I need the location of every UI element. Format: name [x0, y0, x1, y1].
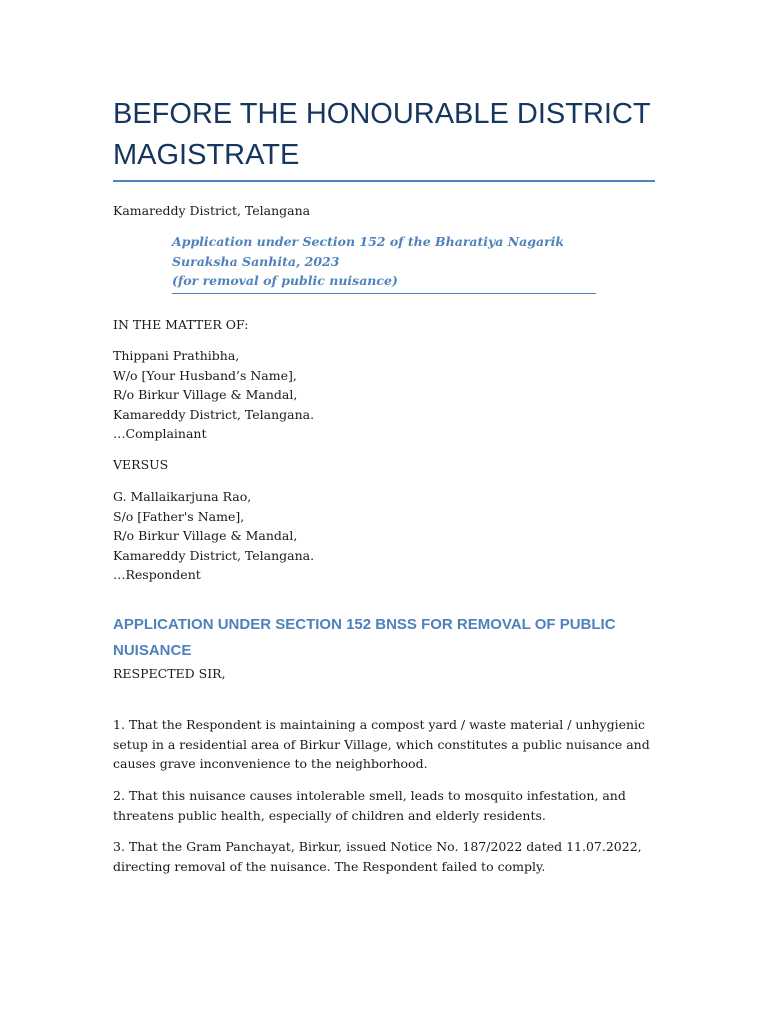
document-title: BEFORE THE HONOURABLE DISTRICT MAGISTRATE [113, 98, 651, 171]
paragraph-2: 2. That this nuisance causes intolerable smell, leads to mosquito infestation, and threatens public health, especially of children and elderly residents. [113, 788, 626, 823]
title-underline [113, 180, 655, 182]
respondent-block: G. Mallaikarjuna Rao, S/o [Father's Name], R/o Birkur Village & Mandal, Kamareddy District, Telangana. …Respondent [113, 489, 315, 582]
application-note-underline [172, 293, 596, 294]
paragraph-3: 3. That the Gram Panchayat, Birkur, issued Notice No. 187/2022 dated 11.07.2022, directing removal of the nuisance. The Respondent failed to comply. [113, 839, 642, 874]
location-line: Kamareddy District, Telangana [113, 203, 311, 218]
application-note: Application under Section 152 of the Bharatiya Nagarik Suraksha Sanhita, 2023 (for removal of public nuisance) [172, 234, 565, 288]
paragraph-1: 1. That the Respondent is maintaining a compost yard / waste material / unhygienic setup in a residential area of Birkur Village, which constitutes a public nuisance and causes grave inconvenience to the neighborhood. [113, 717, 650, 771]
section-heading: APPLICATION UNDER SECTION 152 BNSS FOR REMOVAL OF PUBLIC NUISANCE [113, 616, 616, 659]
complainant-block: Thippani Prathibha, W/o [Your Husband’s Name], R/o Birkur Village & Mandal, Kamareddy District, Telangana. …Complainant [113, 348, 315, 441]
matter-label: IN THE MATTER OF: [113, 317, 249, 332]
salutation: RESPECTED SIR, [113, 666, 226, 681]
versus-label: VERSUS [113, 457, 169, 472]
